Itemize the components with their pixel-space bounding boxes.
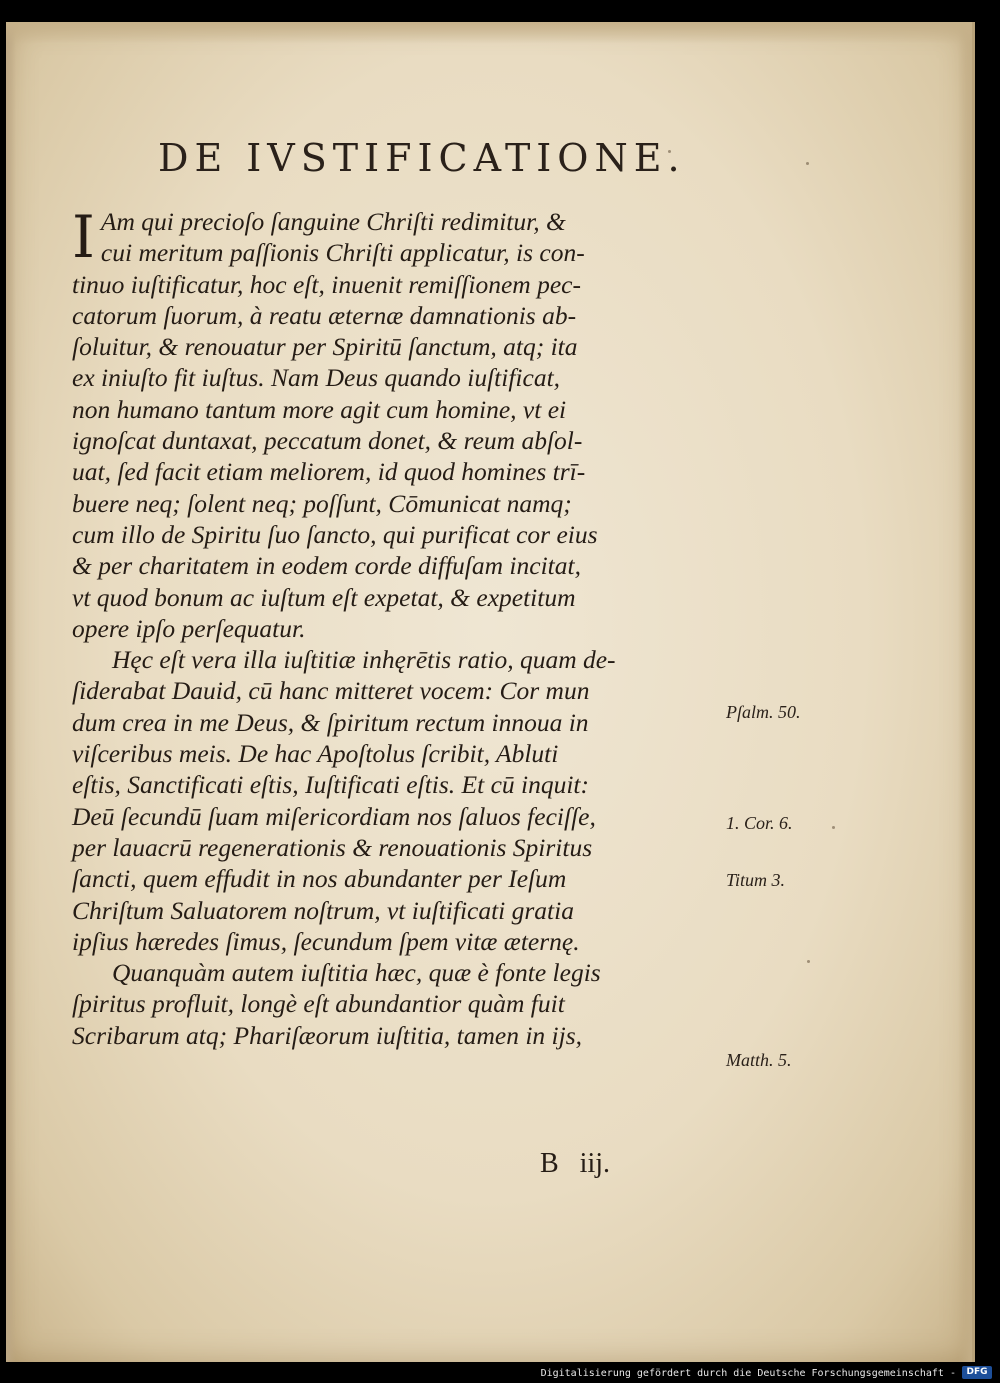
text-line: Chriſtum Saluatorem noſtrum, vt iuſtificati gratia <box>72 895 574 925</box>
text-line: Deū ſecundū ſuam miſericordiam nos ſaluos feciſſe, <box>72 801 596 831</box>
text-line: viſceribus meis. De hac Apoſtolus ſcribit, Abluti <box>72 739 559 769</box>
text-line: tinuo iuſtificatur, hoc eſt, inuenit remiſſionem pec- <box>72 269 581 299</box>
text-line: & per charitatem in eodem corde diffuſam incitat, <box>72 551 581 581</box>
page-right-edge <box>958 22 972 1362</box>
signature-mark: B iij. <box>540 1148 611 1179</box>
text-line: buere neq; ſolent neq; poſſunt, Cōmunicat namq; <box>72 488 572 518</box>
margin-note-corinthians: 1. Cor. 6. <box>726 813 793 833</box>
text-line: opere ipſo perſequatur. <box>72 613 306 643</box>
text-line: cum illo de Spiritu ſuo ſancto, qui purificat cor eius <box>72 519 598 549</box>
text-line: vt quod bonum ac iuſtum eſt expetat, & expetitum <box>72 582 576 612</box>
text-line: Hęc eſt vera illa iuſtitiæ inhęrētis ratio, quam de- <box>112 645 616 675</box>
ink-speck <box>806 162 809 165</box>
text-line: Scribarum atq; Phariſæorum iuſtitia, tamen in ijs, <box>72 1020 583 1050</box>
text-line: catorum ſuorum, à reatu æternæ damnationis ab- <box>72 300 577 330</box>
page-top-edge <box>6 22 972 44</box>
text-line: ſiderabat Dauid, cū hanc mitteret vocem: Cor mun <box>72 676 590 706</box>
footer-credit: Digitalisierung gefördert durch die Deutsche Forschungsgemeinschaft - <box>540 1368 956 1379</box>
dfg-logo: DFG <box>962 1366 992 1379</box>
text-line: per lauacrū regenerationis & renouationis Spiritus <box>72 832 593 862</box>
text-line: non humano tantum more agit cum homine, vt ei <box>72 394 567 424</box>
body-text <box>72 203 727 1051</box>
text-line: dum crea in me Deus, & ſpiritum rectum innoua in <box>72 707 589 737</box>
margin-note-matthew: Matth. 5. <box>726 1050 792 1070</box>
text-line: uat, ſed facit etiam meliorem, id quod homines trī- <box>72 457 586 487</box>
drop-cap: I <box>72 203 95 271</box>
text-line: ſancti, quem effudit in nos abundanter per Ieſum <box>72 864 567 894</box>
text-line: Am qui precioſo ſanguine Chriſti redimitur, & <box>100 207 566 236</box>
text-line: cui meritum paſſionis Chriſti applicatur, is con- <box>100 238 585 268</box>
ink-speck <box>807 960 810 963</box>
text-line: Quanquàm autem iuſtitia hæc, quæ è fonte legis <box>112 958 601 988</box>
running-head: DE IVSTIFICATIONE. <box>158 136 686 180</box>
ink-speck <box>832 826 835 829</box>
text-line: eſtis, Sanctificati eſtis, Iuſtificati eſtis. Et cū inquit: <box>72 770 590 800</box>
page-left-edge <box>6 22 16 1362</box>
margin-note-psalm: Pſalm. 50. <box>726 702 801 722</box>
text-line: ignoſcat duntaxat, peccatum donet, & reum abſol- <box>72 426 583 456</box>
margin-note-titus: Titum 3. <box>726 870 786 890</box>
text-line: ex iniuſto fit iuſtus. Nam Deus quando iuſtificat, <box>72 363 561 393</box>
text-line: ipſius hæredes ſimus, ſecundum ſpem vitæ æternę. <box>72 926 580 956</box>
text-line: ſoluitur, & renouatur per Spiritū ſanctum, atq; ita <box>72 332 578 362</box>
text-line: ſpiritus profluit, longè eſt abundantior quàm fuit <box>72 989 565 1019</box>
